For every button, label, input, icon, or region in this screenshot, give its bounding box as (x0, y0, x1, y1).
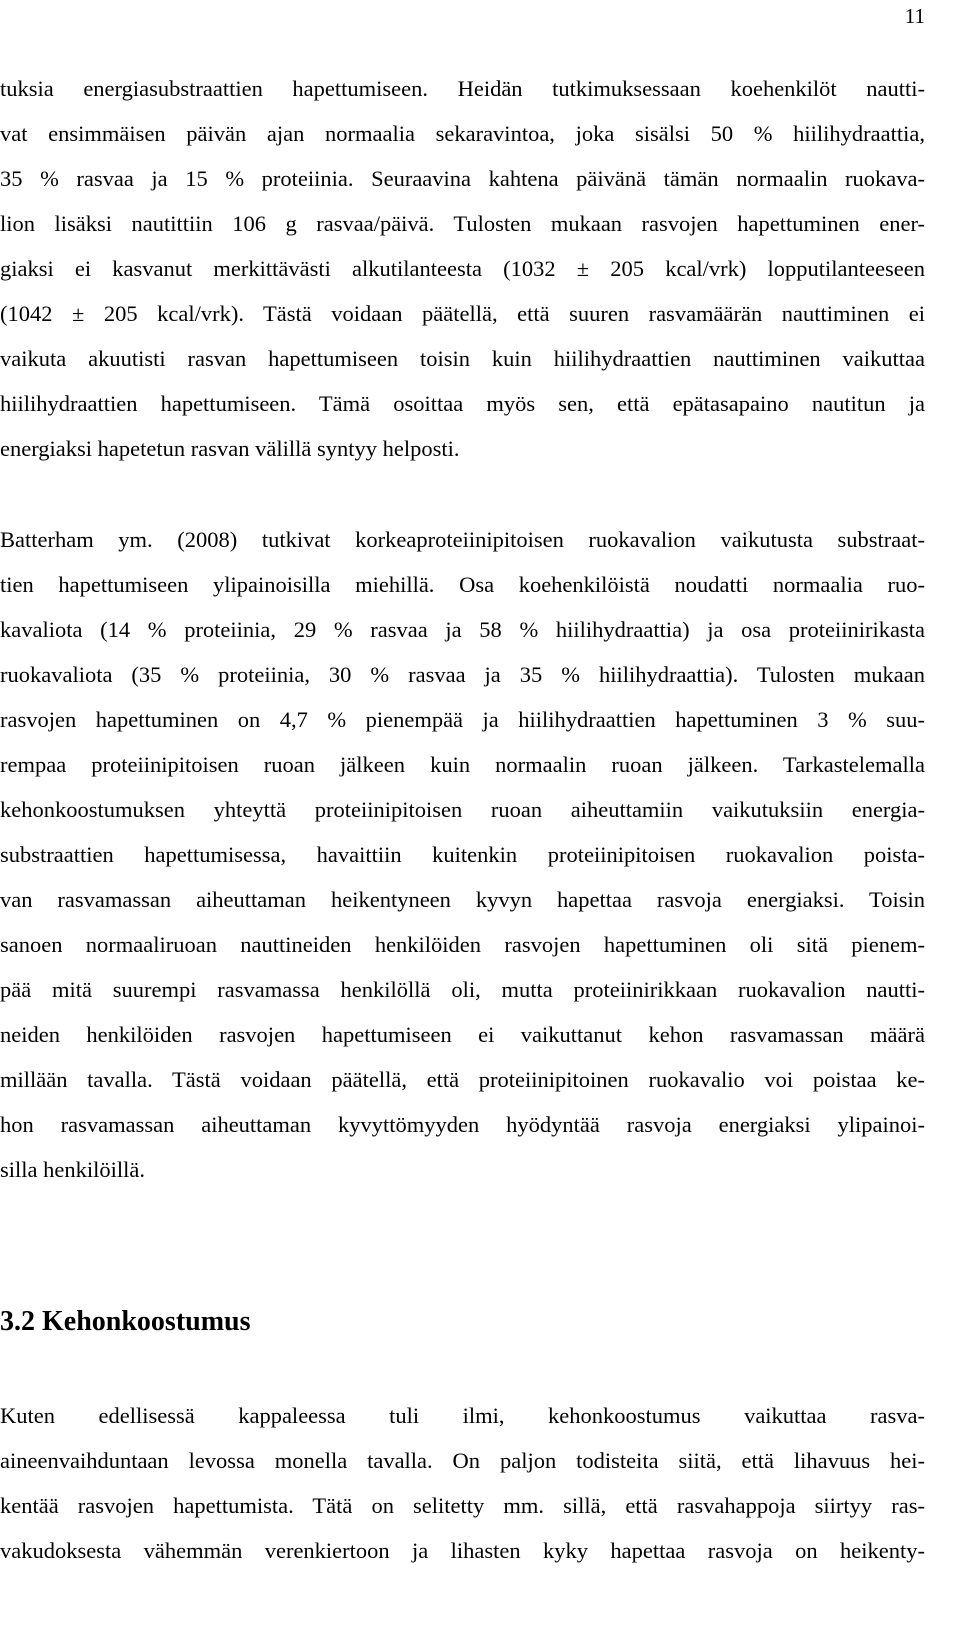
text-line: vat ensimmäisen päivän ajan normaalia sekaravintoa, joka sisälsi 50 % hiilihydraattia, (0, 121, 925, 146)
text-line: Kuten edellisessä kappaleessa tuli ilmi, kehonkoostumus vaikuttaa rasva- (0, 1403, 925, 1428)
text-line: hon rasvamassan aiheuttaman kyvyttömyyden hyödyntää rasvoja energiaksi ylipainoi- (0, 1112, 925, 1137)
page-number: 11 (904, 4, 925, 28)
paragraph-1 (0, 66, 925, 471)
text-line: ruokavaliota (35 % proteiinia, 30 % rasvaa ja 35 % hiilihydraattia). Tulosten mukaan (0, 662, 925, 687)
paragraph-2 (0, 517, 925, 1192)
text-line: pää mitä suurempi rasvamassa henkilöllä oli, mutta proteiinirikkaan ruokavalion nautti- (0, 977, 925, 1002)
text-line: millään tavalla. Tästä voidaan päätellä, että proteiinipitoinen ruokavalio voi poistaa ke- (0, 1067, 925, 1092)
text-line: giaksi ei kasvanut merkittävästi alkutilanteesta (1032 ± 205 kcal/vrk) lopputilanteeseen (0, 256, 925, 281)
text-line: substraattien hapettumisessa, havaittiin kuitenkin proteiinipitoisen ruokavalion poista- (0, 842, 925, 867)
text-line: sanoen normaaliruoan nauttineiden henkilöiden rasvojen hapettuminen oli sitä pienem- (0, 932, 925, 957)
text-line: tien hapettumiseen ylipainoisilla miehillä. Osa koehenkilöistä noudatti normaalia ruo- (0, 572, 925, 597)
text-line: rempaa proteiinipitoisen ruoan jälkeen kuin normaalin ruoan jälkeen. Tarkastelemalla (0, 752, 925, 777)
text-line: 35 % rasvaa ja 15 % proteiinia. Seuraavina kahtena päivänä tämän normaalin ruokava- (0, 166, 925, 191)
text-line: silla henkilöillä. (0, 1157, 145, 1182)
text-line: kavaliota (14 % proteiinia, 29 % rasvaa ja 58 % hiilihydraattia) ja osa proteiinirikasta (0, 617, 925, 642)
text-line: tuksia energiasubstraattien hapettumiseen. Heidän tutkimuksessaan koehenkilöt nautti- (0, 76, 925, 101)
text-line: neiden henkilöiden rasvojen hapettumiseen ei vaikuttanut kehon rasvamassan määrä (0, 1022, 925, 1047)
text-line: rasvojen hapettuminen on 4,7 % pienempää ja hiilihydraattien hapettuminen 3 % suu- (0, 707, 925, 732)
section-heading: 3.2 Kehonkoostumus (0, 1306, 251, 1337)
text-line: (1042 ± 205 kcal/vrk). Tästä voidaan päätellä, että suuren rasvamäärän nauttiminen ei (0, 301, 925, 326)
text-line: energiaksi hapetetun rasvan välillä syntyy helposti. (0, 436, 460, 461)
text-line: lion lisäksi nautittiin 106 g rasvaa/päivä. Tulosten mukaan rasvojen hapettuminen ener- (0, 211, 925, 236)
text-line: aineenvaihduntaan levossa monella tavalla. On paljon todisteita siitä, että lihavuus hei- (0, 1448, 925, 1473)
text-line: van rasvamassan aiheuttaman heikentyneen kyvyn hapettaa rasvoja energiaksi. Toisin (0, 887, 925, 912)
text-line: kehonkoostumuksen yhteyttä proteiinipitoisen ruoan aiheuttamiin vaikutuksiin energia- (0, 797, 925, 822)
text-line: Batterham ym. (2008) tutkivat korkeaproteiinipitoisen ruokavalion vaikutusta substraat- (0, 527, 925, 552)
text-line: hiilihydraattien hapettumiseen. Tämä osoittaa myös sen, että epätasapaino nautitun ja (0, 391, 925, 416)
text-line: vakudoksesta vähemmän verenkiertoon ja lihasten kyky hapettaa rasvoja on heikenty- (0, 1538, 925, 1563)
text-line: vaikuta akuutisti rasvan hapettumiseen toisin kuin hiilihydraattien nauttiminen vaikuttaa (0, 346, 925, 371)
text-line: kentää rasvojen hapettumista. Tätä on selitetty mm. sillä, että rasvahappoja siirtyy ras- (0, 1493, 925, 1518)
paragraph-3 (0, 1393, 925, 1573)
